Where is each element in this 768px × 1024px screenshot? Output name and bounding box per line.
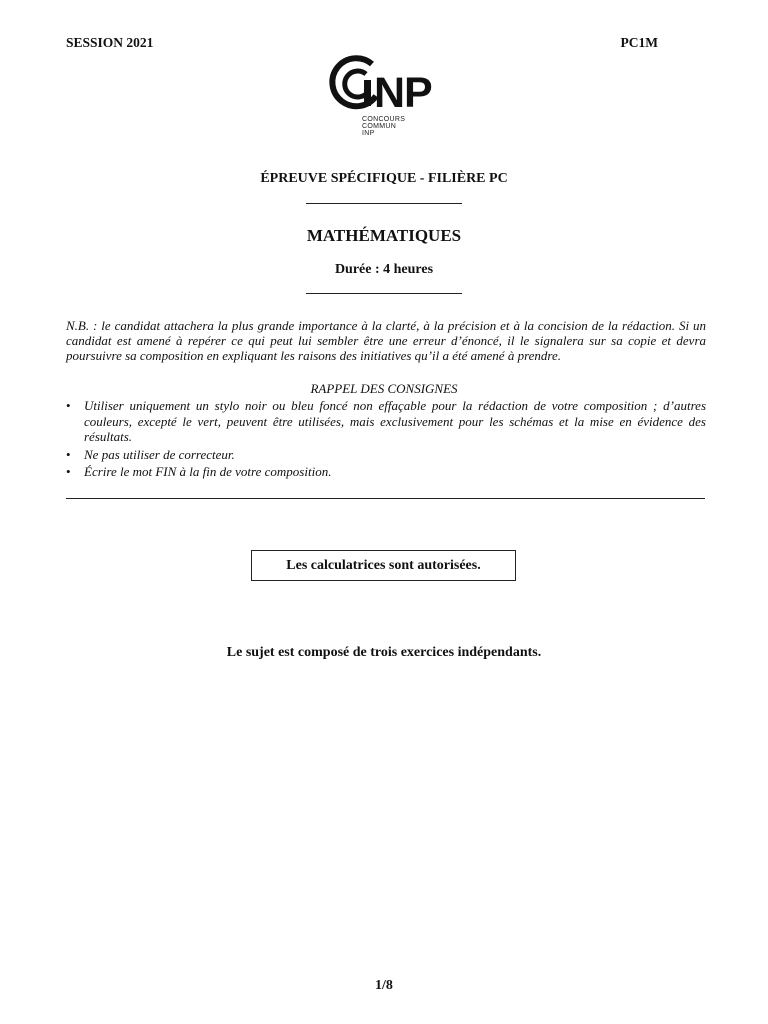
duration-divider bbox=[306, 293, 462, 294]
consigne-item: • Écrire le mot FIN à la fin de votre composition. bbox=[66, 464, 706, 480]
calculators-notice: Les calculatrices sont autorisées. bbox=[251, 550, 516, 581]
duration-label: Durée : 4 heures bbox=[334, 262, 434, 277]
inp-logo-letters: NP bbox=[374, 69, 432, 117]
logo-subtitle-line-3: INP bbox=[362, 130, 375, 137]
logo-subtitle-line-2: COMMUN bbox=[362, 123, 397, 130]
logo-subtitle-line-1: CONCOURS bbox=[362, 116, 406, 123]
session-label: SESSION 2021 bbox=[66, 35, 154, 50]
rappel-title: RAPPEL DES CONSIGNES bbox=[310, 381, 458, 396]
epreuve-title: ÉPREUVE SPÉCIFIQUE - FILIÈRE PC bbox=[260, 171, 508, 186]
subject-title: MATHÉMATIQUES bbox=[306, 226, 462, 245]
page-number: 1/8 bbox=[375, 978, 393, 993]
section-divider bbox=[66, 498, 705, 499]
consigne-item: • Utiliser uniquement un stylo noir ou bleu foncé non effaçable pour la rédaction de votre composition ; d’autres couleurs, excepté le vert, peuvent être utilisées, mais exclusivement pour les schémas et la mise en évidence des résultats. bbox=[66, 398, 706, 445]
consignes-list bbox=[66, 398, 706, 482]
exam-code: PC1M bbox=[620, 35, 658, 50]
nb-paragraph: N.B. : le candidat attachera la plus grande importance à la clarté, à la précision et à la concision de la rédaction. Si un candidat est amené à repérer ce qui peut lui sembler être une erreur d’énoncé, il le signalera sur sa copie et devra poursuivre sa composition en expliquant les raisons des initiatives qu’il a été amené à prendre. bbox=[66, 318, 706, 363]
consigne-item: • Ne pas utiliser de correcteur. bbox=[66, 447, 706, 463]
inp-logo bbox=[326, 54, 442, 138]
title-divider bbox=[306, 203, 462, 204]
subject-description: Le sujet est composé de trois exercices indépendants. bbox=[226, 645, 542, 660]
